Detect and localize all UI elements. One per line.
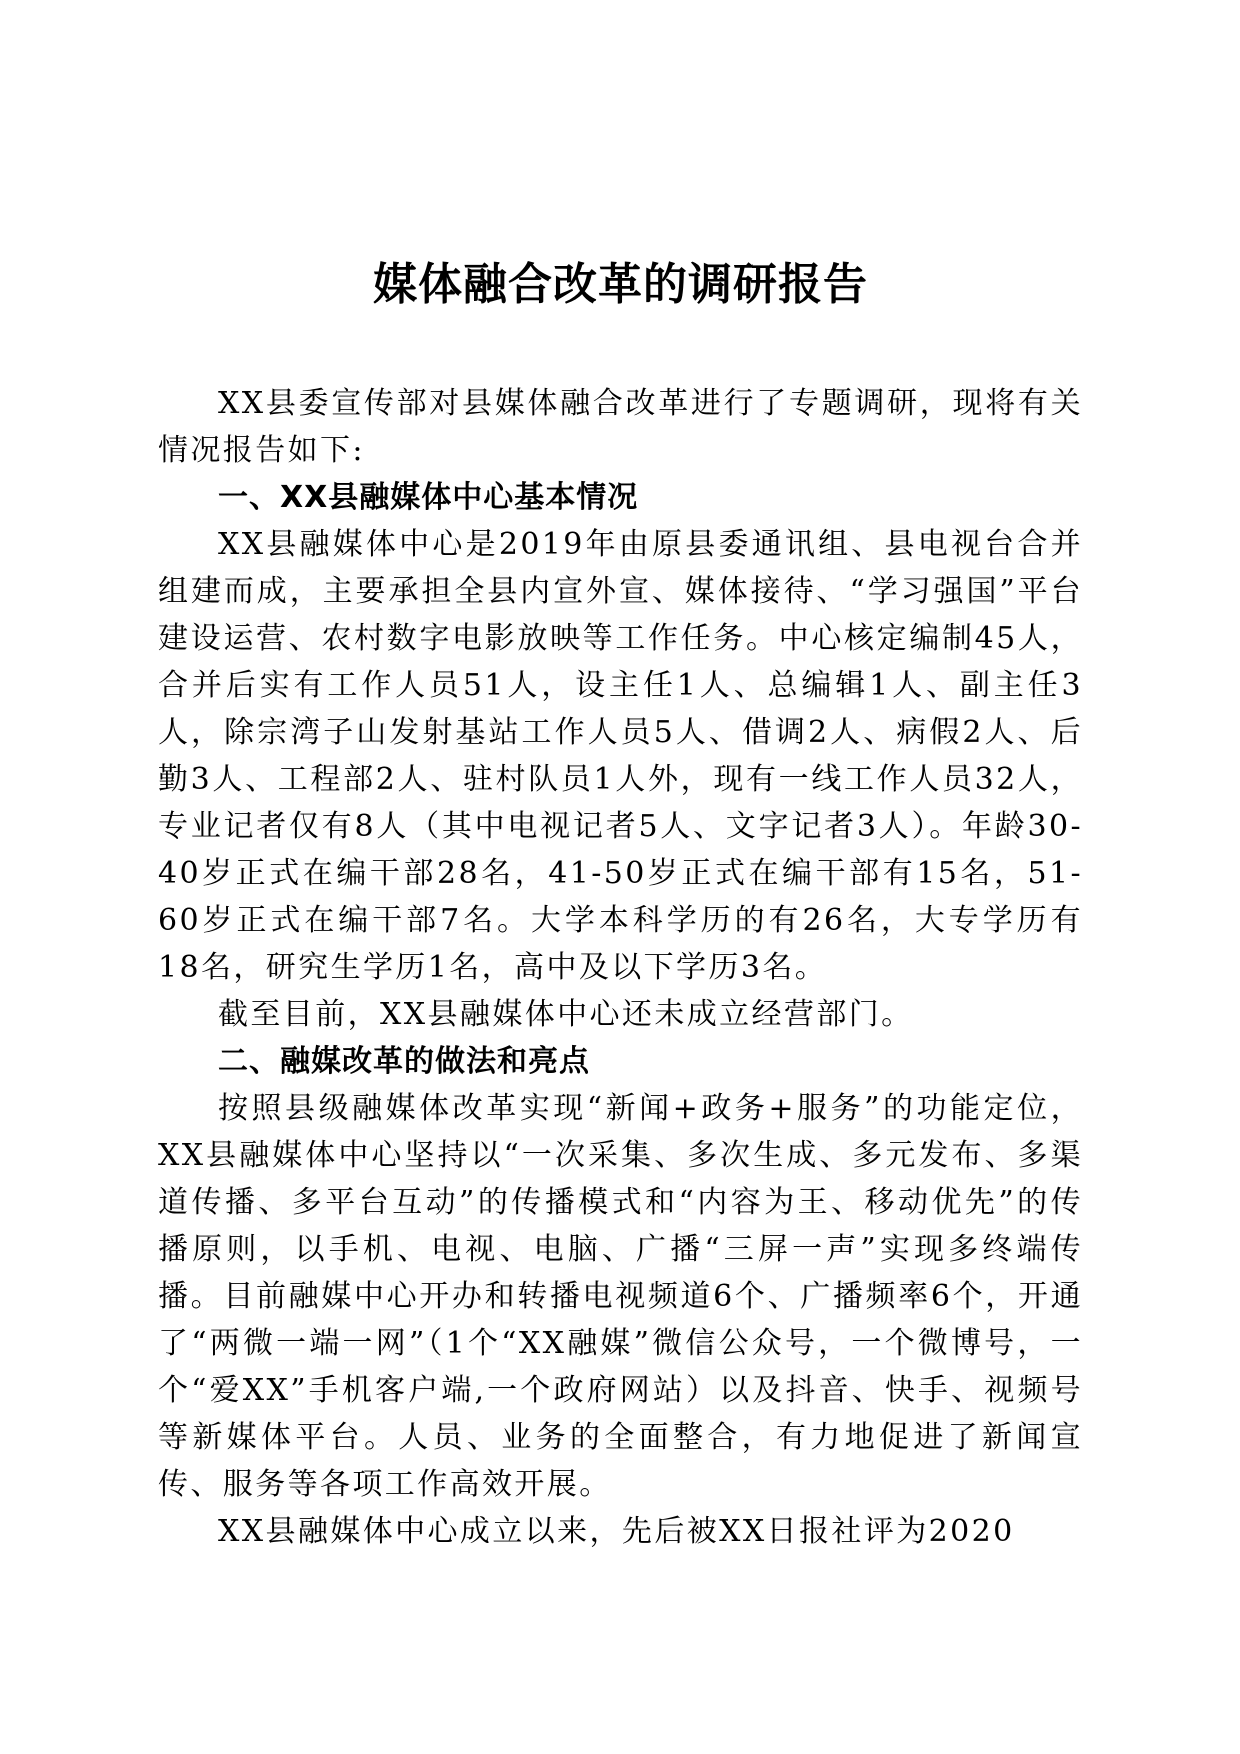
document-page: [158, 0, 1083, 1754]
intro-paragraph: XX县委宣传部对县媒体融合改革进行了专题调研，现将有关情况报告如下:: [158, 386, 1083, 468]
section-2-paragraph-2: XX县融媒体中心成立以来，先后被XX日报社评为2020: [218, 1514, 1015, 1549]
section-2-heading: 二、融媒改革的做法和亮点: [218, 1044, 590, 1079]
document-title: 媒体融合改革的调研报告: [373, 259, 868, 310]
section-1-heading: 一、XX县融媒体中心基本情况: [218, 480, 639, 515]
document-body: [158, 380, 1083, 1555]
section-2-paragraph-1: 按照县级融媒体改革实现“新闻+政务+服务”的功能定位，XX县融媒体中心坚持以“一次采集、多次生成、多元发布、多渠道传播、多平台互动”的传播模式和“内容为王、移动优先”的传播原则，以手机、电视、电脑、广播“三屏一声”实现多终端传播。目前融媒中心开办和转播电视频道6个、广播频率6个，开通了“两微一端一网”（1个“XX融媒”微信公众号，一个微博号，一个“爱XX”手机客户端,一个政府网站）以及抖音、快手、视频号等新媒体平台。人员、业务的全面整合，有力地促进了新闻宣传、服务等各项工作高效开展。: [158, 1091, 1083, 1502]
section-1-paragraph-2: 截至目前，XX县融媒体中心还未成立经营部门。: [218, 997, 914, 1032]
section-1-paragraph-1: XX县融媒体中心是2019年由原县委通讯组、县电视台合并组建而成，主要承担全县内宣外宣、媒体接待、“学习强国”平台建设运营、农村数字电影放映等工作任务。中心核定编制45人，合并后实有工作人员51人，设主任1人、总编辑1人、副主任3人，除宗湾子山发射基站工作人员5人、借调2人、病假2人、后勤3人、工程部2人、驻村队员1人外，现有一线工作人员32人，专业记者仅有8人（其中电视记者5人、文字记者3人）。年龄30-40岁正式在编干部28名，41-50岁正式在编干部有15名，51-60岁正式在编干部7名。大学本科学历的有26名，大专学历有18名，研究生学历1名，高中及以下学历3名。: [158, 527, 1083, 985]
